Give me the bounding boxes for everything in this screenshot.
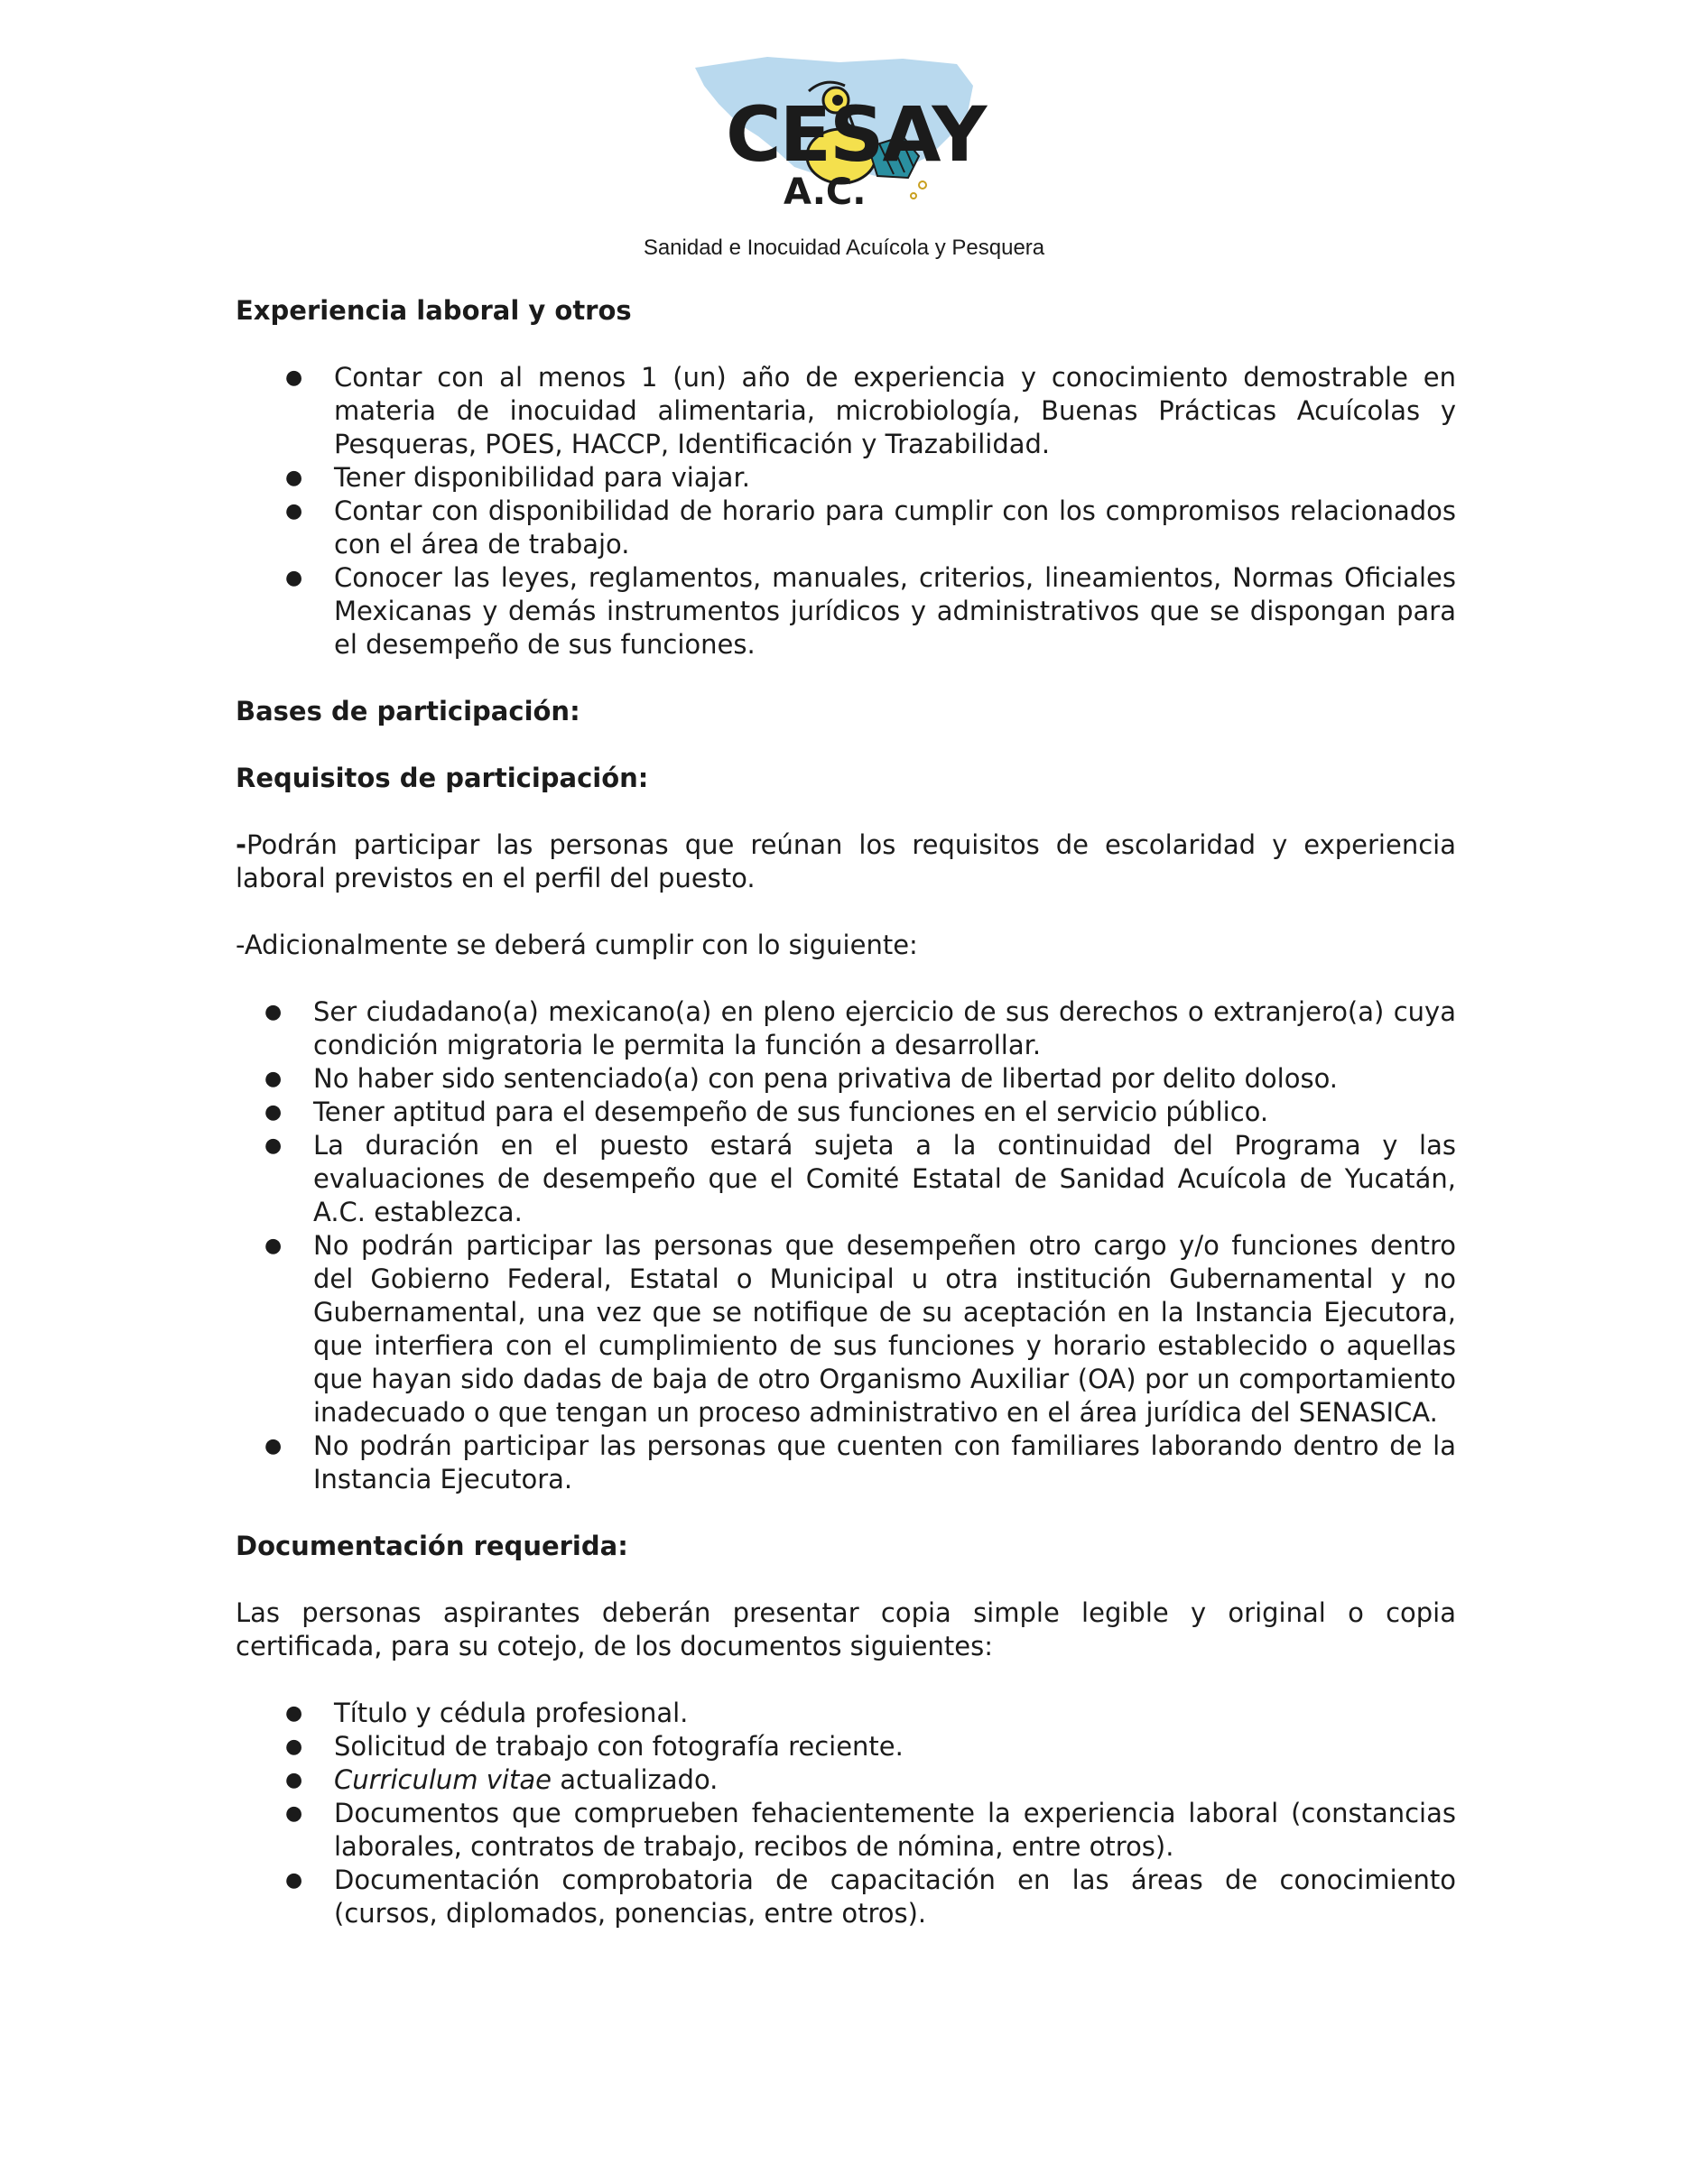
list-item-text: La duración en el puesto estará sujeta a la continuidad del Programa y las evaluaciones de desempeño que el Comité Estatal de Sanidad Acuícola de Yucatán, A.C. establezca. — [313, 1130, 1456, 1227]
logo-subtitle: A.C. — [784, 171, 867, 213]
list-item — [236, 1864, 1456, 1930]
header-tagline: Sanidad e Inocuidad Acuícola y Pesquera — [643, 236, 1045, 260]
list-item — [236, 495, 1456, 561]
list-item — [236, 1797, 1456, 1864]
bullet-icon: ● — [264, 1134, 283, 1157]
section-heading-bases: Bases de participación: — [236, 696, 580, 726]
list-item — [236, 461, 1456, 495]
list-item-text: Documentación comprobatoria de capacitación en las áreas de conocimiento (cursos, diplomados, ponencias, entre otros). — [334, 1865, 1456, 1929]
bullet-icon: ● — [285, 1735, 303, 1758]
list-item-text: Conocer las leyes, reglamentos, manuales, criterios, lineamientos, Normas Oficiales Mexicanas y demás instrumentos jurídicos y administrativos que se dispongan para el desempeño de sus funciones. — [334, 562, 1456, 660]
list-item-text: Documentos que comprueben fehacientemente la experiencia laboral (constancias laborales, contratos de trabajo, recibos de nómina, entre otros). — [334, 1798, 1456, 1862]
list-item — [236, 1430, 1456, 1496]
page-header — [0, 50, 1688, 275]
logo-wordmark: CESAY — [726, 90, 986, 179]
bullet-icon: ● — [285, 1769, 303, 1791]
bullet-icon: ● — [285, 467, 303, 489]
list-item-text: Tener aptitud para el desempeño de sus funciones en el servicio público. — [313, 1097, 1269, 1127]
bullet-icon: ● — [285, 500, 303, 523]
bullet-icon: ● — [285, 1702, 303, 1725]
bullet-icon: ● — [285, 366, 303, 389]
document-body — [236, 294, 1456, 1930]
requisitos-list — [236, 995, 1456, 1496]
list-item — [236, 1062, 1456, 1096]
list-item — [236, 1129, 1456, 1229]
bullet-icon: ● — [285, 1802, 303, 1825]
bullet-icon: ● — [264, 1001, 283, 1023]
requisitos-paragraph-1 — [236, 828, 1456, 895]
documentacion-list — [236, 1697, 1456, 1930]
bullet-icon: ● — [285, 1869, 303, 1892]
bullet-icon: ● — [264, 1235, 283, 1257]
list-item — [236, 995, 1456, 1062]
list-item — [236, 561, 1456, 662]
list-item — [236, 1096, 1456, 1129]
experiencia-list — [236, 361, 1456, 662]
italic-term: Curriculum vitae — [334, 1764, 552, 1795]
list-item-text: Solicitud de trabajo con fotografía reciente. — [334, 1731, 904, 1762]
list-item — [236, 1229, 1456, 1430]
section-heading-experiencia: Experiencia laboral y otros — [236, 295, 632, 326]
paragraph-dash: - — [236, 829, 247, 860]
bullet-icon: ● — [285, 567, 303, 589]
requisitos-paragraph-2: -Adicionalmente se deberá cumplir con lo siguiente: — [236, 930, 918, 960]
list-item-text: No podrán participar las personas que cuenten con familiares laborando dentro de la Instancia Ejecutora. — [313, 1430, 1456, 1495]
list-item-text: No haber sido sentenciado(a) con pena privativa de libertad por delito doloso. — [313, 1063, 1339, 1094]
list-item-text: Contar con disponibilidad de horario para cumplir con los compromisos relacionados con el área de trabajo. — [334, 495, 1456, 560]
cesay-logo — [632, 50, 1056, 230]
bullet-icon: ● — [264, 1101, 283, 1124]
paragraph-text: Podrán participar las personas que reúnan los requisitos de escolaridad y experiencia laboral previstos en el perfil del puesto. — [236, 829, 1456, 893]
bullet-icon: ● — [264, 1435, 283, 1458]
list-item-text: actualizado. — [560, 1764, 719, 1795]
list-item-text: Título y cédula profesional. — [334, 1698, 689, 1728]
list-item — [236, 1763, 1456, 1797]
list-item-text: Tener disponibilidad para viajar. — [334, 462, 750, 493]
list-item-text: Contar con al menos 1 (un) año de experiencia y conocimiento demostrable en materia de inocuidad alimentaria, microbiología, Buenas Prácticas Acuícolas y Pesqueras, POES, HACCP, Identificación y Trazabilidad. — [334, 362, 1456, 459]
section-heading-documentacion: Documentación requerida: — [236, 1531, 628, 1561]
list-item — [236, 1697, 1456, 1730]
section-heading-requisitos: Requisitos de participación: — [236, 763, 649, 793]
documentacion-intro: Las personas aspirantes deberán presentar copia simple legible y original o copia certificada, para su cotejo, de los documentos siguientes: — [236, 1597, 1456, 1661]
list-item-text: Ser ciudadano(a) mexicano(a) en pleno ejercicio de sus derechos o extranjero(a) cuya condición migratoria le permita la función a desarrollar. — [313, 996, 1456, 1060]
list-item — [236, 1730, 1456, 1763]
list-item — [236, 361, 1456, 461]
bullet-icon: ● — [264, 1068, 283, 1090]
list-item-text: No podrán participar las personas que desempeñen otro cargo y/o funciones dentro del Gobierno Federal, Estatal o Municipal u otra institución Gubernamental y no Gubernamental, una vez que se notifique de su aceptación en la Instancia Ejecutora, que interfiera con el cumplimiento de sus funciones y horario establecido o aquellas que hayan sido dadas de baja de otro Organismo Auxiliar (OA) por un comportamiento inadecuado o que tengan un proceso administrativo en el área jurídica del SENASICA. — [313, 1230, 1456, 1428]
